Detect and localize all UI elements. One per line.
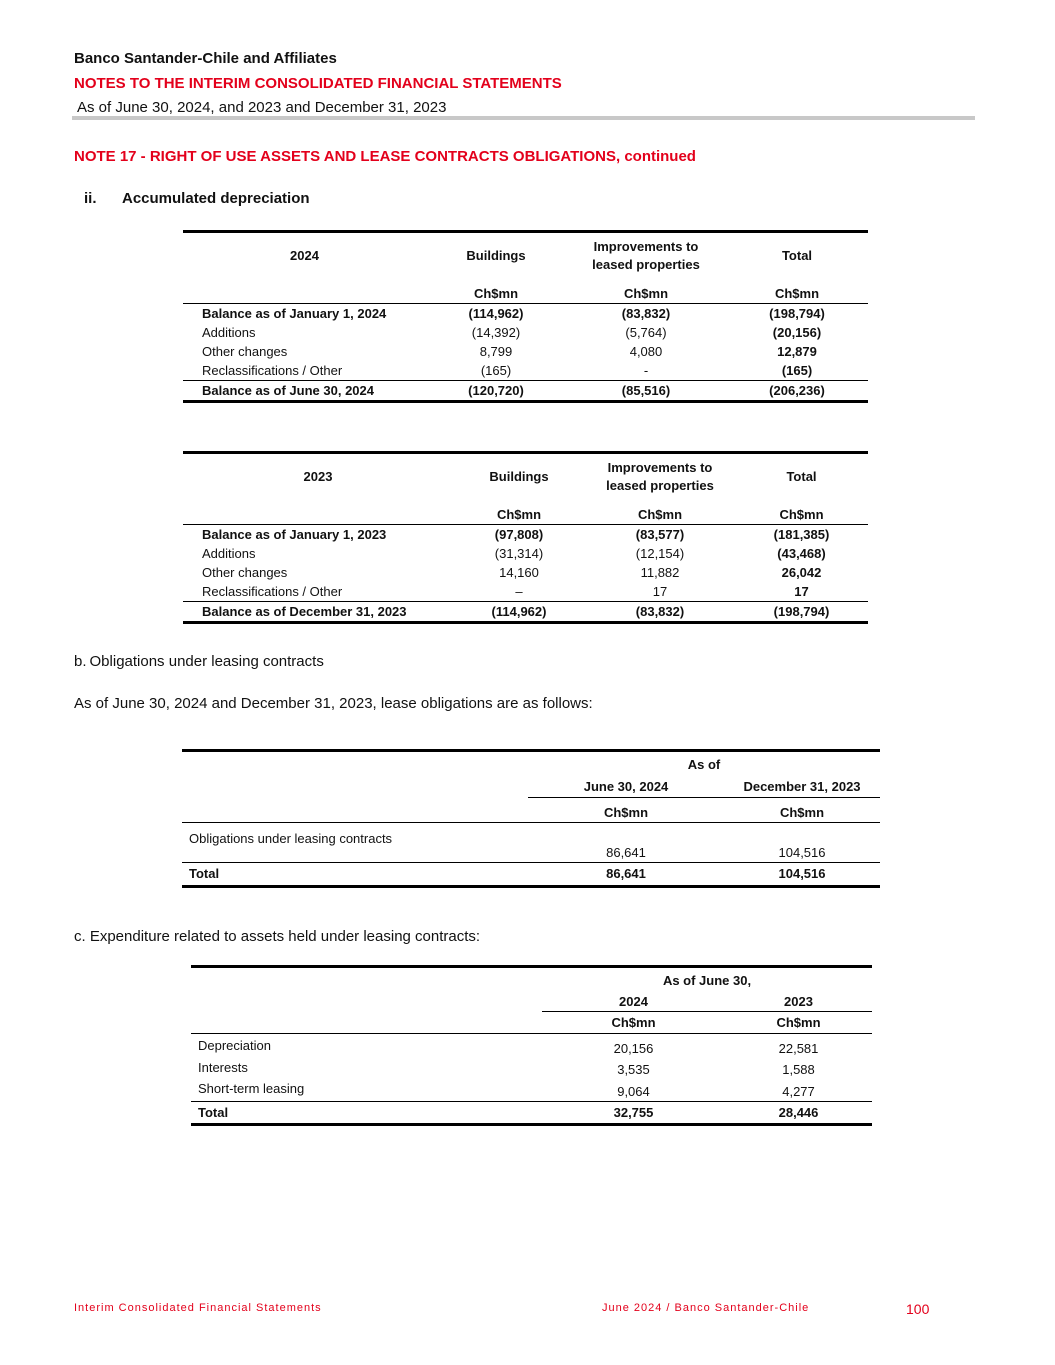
expenditure-table [191,965,872,1126]
unit-label: Ch$mn [453,500,585,525]
buildings-header: Buildings [453,453,585,501]
footer-center: June 2024 / Banco Santander-Chile [602,1302,810,1314]
buildings-value: (97,808) [494,527,544,542]
june-2024-value: 86,641 [528,822,724,862]
buildings-value: (114,962) [468,306,524,321]
june-2024-total: 86,641 [528,862,724,886]
units-row [191,1012,872,1034]
total-value: (198,794) [769,306,825,321]
table-row [191,1034,872,1059]
improvements-header-line1: Improvements to [593,239,699,254]
total-value: (206,236) [726,381,868,402]
depreciation-2023-table [183,451,868,624]
units-blank [182,798,528,823]
table-row [182,822,880,862]
units-blank [191,1012,542,1034]
units-row [183,279,868,304]
as-of-date: As of June 30, 2024, and 2023 and December 31, 2023 [77,99,447,116]
unit-label: Ch$mn [528,798,724,823]
year-2023-header: 2023 [725,992,872,1012]
table-row [183,304,868,324]
year-2023-total: 28,446 [725,1102,872,1125]
total-row [183,381,868,402]
unit-label: Ch$mn [566,279,726,304]
row-label: Interests [198,1060,248,1075]
dec-2023-header: December 31, 2023 [724,776,880,798]
table-header-row [183,453,868,501]
total-value: 17 [735,582,868,602]
table-row [183,544,868,563]
header-blank [191,967,542,993]
improvements-value: 4,080 [629,344,663,359]
year-2024-value: 9,064 [542,1079,725,1102]
lease-obligations-table [182,749,880,888]
improvements-header-line2: leased properties [606,478,714,493]
dec-2023-total: 104,516 [724,862,880,886]
table-row [183,582,868,602]
table-header-row [182,751,880,777]
total-value: (43,468) [777,546,826,561]
year-2023-value: 4,277 [725,1079,872,1102]
year-header: 2023 [183,453,453,501]
total-header: Total [726,232,868,280]
section-ii-title: Accumulated depreciation [122,190,310,207]
company-name: Banco Santander-Chile and Affiliates [74,50,337,67]
notes-title: NOTES TO THE INTERIM CONSOLIDATED FINANCIAL STATEMENTS [74,75,562,92]
improvements-value: (83,577) [635,527,685,542]
improvements-value: 11,882 [640,565,680,580]
improvements-value: (12,154) [635,546,685,561]
section-b-text: As of June 30, 2024 and December 31, 2023, lease obligations are as follows: [74,695,593,712]
buildings-value: (120,720) [426,381,566,402]
table-row [191,1079,872,1102]
improvements-header [566,232,726,280]
table-header-row [183,232,868,280]
row-label: Additions [202,325,256,340]
year-header: 2024 [183,232,426,280]
depreciation-2024-table [183,230,868,403]
buildings-value: – [453,582,585,602]
total-row [183,602,868,623]
improvements-value: (83,832) [585,602,735,623]
section-b-heading: b. Obligations under leasing contracts [74,653,324,670]
footer-left: Interim Consolidated Financial Statements [74,1302,322,1314]
improvements-value: 17 [585,582,735,602]
row-label: Other changes [202,344,288,359]
improvements-header-line2: leased properties [592,257,700,272]
unit-label: Ch$mn [542,1012,725,1034]
total-value: 26,042 [781,565,822,580]
improvements-value: (5,764) [625,325,667,340]
table-row [183,563,868,582]
year-2024-header: 2024 [542,992,725,1012]
unit-label: Ch$mn [426,279,566,304]
buildings-value: 14,160 [499,565,539,580]
buildings-header: Buildings [426,232,566,280]
total-row [191,1102,872,1125]
units-row [182,798,880,823]
total-label: Total [191,1102,542,1125]
row-label: Balance as of January 1, 2023 [202,527,387,542]
table-row [183,323,868,342]
section-c-heading: c. Expenditure related to assets held under leasing contracts: [74,928,481,945]
total-value: (165) [726,361,868,381]
year-2023-value: 22,581 [778,1041,819,1056]
improvements-header [585,453,735,501]
unit-label: Ch$mn [724,798,880,823]
row-label: Obligations under leasing contracts [182,822,528,862]
year-2024-value: 3,535 [617,1062,650,1077]
units-blank [183,279,426,304]
table-header-row [191,967,872,993]
table-row [183,342,868,361]
row-label: Depreciation [198,1038,271,1053]
total-header: Total [735,453,868,501]
total-value: (198,794) [735,602,868,623]
column-header-row [191,992,872,1012]
page-number: 100 [906,1301,930,1317]
units-row [183,500,868,525]
june-2024-header: June 30, 2024 [528,776,724,798]
buildings-value: (31,314) [494,546,544,561]
improvements-value: (85,516) [566,381,726,402]
total-value: 12,879 [777,344,817,359]
section-ii-heading [84,190,310,207]
total-value: (181,385) [773,527,830,542]
units-blank [183,500,453,525]
unit-label: Ch$mn [735,500,868,525]
unit-label: Ch$mn [725,1012,872,1034]
row-label: Balance as of June 30, 2024 [183,381,426,402]
table-row [183,525,868,545]
row-label: Reclassifications / Other [183,582,453,602]
buildings-value: (14,392) [471,325,521,340]
buildings-value: (165) [426,361,566,381]
buildings-value: (114,962) [453,602,585,623]
year-2024-total: 32,755 [542,1102,725,1125]
improvements-header-line1: Improvements to [607,460,713,475]
column-header-row [182,776,880,798]
table-row [183,361,868,381]
total-label: Total [182,862,528,886]
header-blank [191,992,542,1012]
dec-2023-value: 104,516 [724,822,880,862]
header-blank [182,776,528,798]
as-of-header: As of June 30, [542,967,872,993]
buildings-value: 8,799 [479,344,513,359]
improvements-value: (83,832) [621,306,671,321]
as-of-header: As of [528,751,880,777]
row-label: Reclassifications / Other [183,361,426,381]
year-2024-value: 20,156 [613,1041,654,1056]
row-label: Additions [202,546,256,561]
table-row [191,1058,872,1079]
row-label: Other changes [202,565,288,580]
total-row [182,862,880,886]
improvements-value: - [566,361,726,381]
row-label: Balance as of December 31, 2023 [183,602,453,623]
header-blank [182,751,528,777]
year-2023-value: 1,588 [782,1062,815,1077]
row-label: Short-term leasing [191,1079,542,1102]
section-ii-number: ii. [84,190,97,207]
header-divider [72,116,975,120]
note-title: NOTE 17 - RIGHT OF USE ASSETS AND LEASE CONTRACTS OBLIGATIONS, continued [74,148,696,165]
total-value: (20,156) [772,325,822,340]
row-label: Balance as of January 1, 2024 [202,306,387,321]
unit-label: Ch$mn [726,279,868,304]
unit-label: Ch$mn [585,500,735,525]
